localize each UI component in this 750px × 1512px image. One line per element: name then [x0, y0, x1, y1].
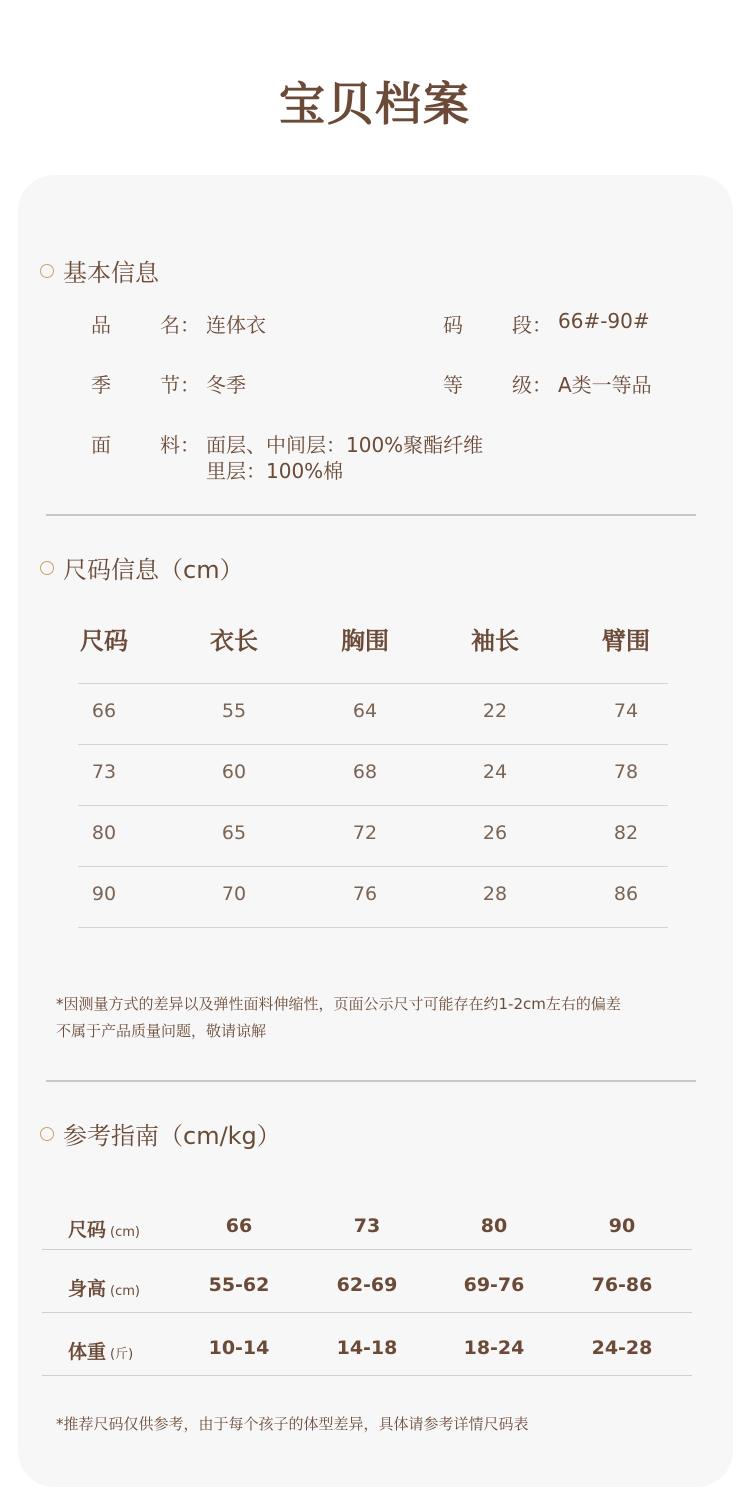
size-range-label-a: 码	[443, 313, 463, 337]
table-cell: 90	[91, 883, 117, 905]
season-label-b: 节：	[160, 373, 200, 397]
size-table-header-cell: 袖长	[471, 627, 519, 655]
reference-heading	[40, 1116, 281, 1151]
reference-table	[42, 1195, 692, 1376]
product-profile-card	[18, 175, 733, 1487]
table-cell: 55-62	[208, 1274, 270, 1296]
table-row	[42, 1195, 692, 1250]
grade-value: A类一等品	[558, 373, 652, 397]
name-value: 连体衣	[206, 313, 266, 337]
size-note-line2: 不属于产品质量问题，敬请谅解	[56, 1022, 267, 1040]
table-cell: 69-76	[463, 1274, 525, 1296]
size-table-header-cell: 尺码	[80, 627, 128, 655]
table-cell: 55	[221, 700, 247, 722]
table-cell: 26	[482, 822, 508, 844]
table-cell: 28	[482, 883, 508, 905]
circle-bullet-icon	[40, 1127, 54, 1141]
table-cell: 66	[225, 1215, 253, 1237]
size-table-header-cell: 胸围	[341, 627, 389, 655]
table-cell: 24-28	[591, 1337, 653, 1359]
table-cell: 86	[613, 883, 639, 905]
circle-bullet-icon	[40, 561, 54, 575]
reference-title: 参考指南（cm/kg）	[63, 1122, 281, 1150]
size-range-label-b: 段：	[512, 313, 552, 337]
fabric-label-b: 料：	[160, 433, 200, 457]
row-label: 尺码 (cm)	[68, 1219, 140, 1241]
table-cell: 18-24	[463, 1337, 525, 1359]
table-row	[78, 806, 668, 867]
table-row	[78, 745, 668, 806]
table-cell: 14-18	[336, 1337, 398, 1359]
fabric-line1: 面层、中间层：100%聚酯纤维	[206, 433, 484, 457]
grade-label-a: 等	[443, 373, 463, 397]
basic-info-title: 基本信息	[63, 259, 159, 287]
table-cell: 73	[353, 1215, 381, 1237]
size-note-line1: *因测量方式的差异以及弹性面料伸缩性，页面公示尺寸可能存在约1-2cm左右的偏差	[56, 995, 621, 1013]
table-row	[42, 1313, 692, 1376]
table-cell: 76-86	[591, 1274, 653, 1296]
table-cell: 80	[91, 822, 117, 844]
size-info-title: 尺码信息（cm）	[63, 556, 244, 584]
table-cell: 72	[352, 822, 378, 844]
table-cell: 82	[613, 822, 639, 844]
table-cell: 70	[221, 883, 247, 905]
season-value: 冬季	[206, 373, 246, 397]
table-cell: 90	[608, 1215, 636, 1237]
table-cell: 24	[482, 761, 508, 783]
reference-note: *推荐尺码仅供参考，由于每个孩子的体型差异，具体请参考详情尺码表	[56, 1415, 529, 1433]
table-cell: 76	[352, 883, 378, 905]
size-table-header-cell: 衣长	[210, 627, 258, 655]
table-row	[78, 867, 668, 928]
table-cell: 74	[613, 700, 639, 722]
grade-label-b: 级：	[512, 373, 552, 397]
size-table-header-cell: 臂围	[602, 627, 650, 655]
table-cell: 62-69	[336, 1274, 398, 1296]
circle-bullet-icon	[40, 264, 54, 278]
size-table	[78, 605, 668, 928]
size-info-heading	[40, 550, 244, 585]
table-cell: 78	[613, 761, 639, 783]
fabric-label-a: 面	[91, 433, 111, 457]
table-cell: 10-14	[208, 1337, 270, 1359]
section-divider	[46, 1080, 696, 1082]
section-divider	[46, 514, 696, 516]
size-note	[56, 991, 621, 1045]
basic-info-heading	[40, 253, 159, 288]
row-label: 身高 (cm)	[68, 1278, 140, 1300]
size-table-header	[78, 605, 668, 684]
row-label: 体重 (斤)	[68, 1341, 134, 1363]
table-cell: 64	[352, 700, 378, 722]
name-label-a: 品	[91, 313, 111, 337]
table-cell: 66	[91, 700, 117, 722]
name-label-b: 名：	[160, 313, 200, 337]
table-cell: 22	[482, 700, 508, 722]
season-label-a: 季	[91, 373, 111, 397]
table-cell: 80	[480, 1215, 508, 1237]
size-range-value: 66#-90#	[558, 309, 650, 333]
table-cell: 73	[91, 761, 117, 783]
table-cell: 68	[352, 761, 378, 783]
fabric-line2: 里层：100%棉	[206, 459, 344, 483]
table-row	[42, 1250, 692, 1313]
table-cell: 60	[221, 761, 247, 783]
page-title: 宝贝档案	[279, 77, 471, 131]
table-cell: 65	[221, 822, 247, 844]
table-row	[78, 684, 668, 745]
